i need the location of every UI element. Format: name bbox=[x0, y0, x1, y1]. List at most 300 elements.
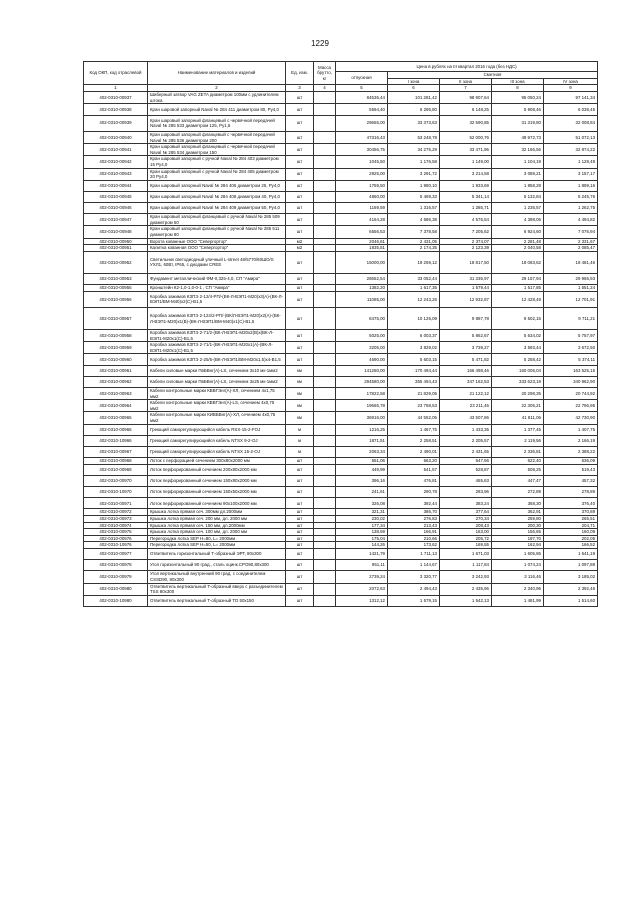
price-zone3: 162,94 bbox=[492, 542, 544, 549]
item-code: 402-0310-00973 bbox=[84, 516, 148, 523]
price-zone1: 1 711,13 bbox=[388, 548, 440, 559]
price-zone1: 1 144,67 bbox=[388, 560, 440, 571]
table-row bbox=[84, 435, 598, 446]
price-zone4: 1 641,19 bbox=[544, 548, 598, 559]
table-row bbox=[84, 571, 598, 583]
column-number: 3 bbox=[286, 85, 314, 92]
table-row bbox=[84, 376, 598, 387]
price-zone1: 1 467,75 bbox=[388, 424, 440, 435]
item-mass bbox=[314, 226, 336, 238]
price-zone2: 2 431,65 bbox=[440, 446, 492, 457]
item-unit: м bbox=[286, 446, 314, 457]
price-zone4: 3 157,17 bbox=[544, 168, 598, 180]
page-number: 1229 bbox=[311, 39, 329, 48]
item-code: 402-0310-00948 bbox=[84, 226, 148, 238]
price-zone2: 208,43 bbox=[440, 522, 492, 529]
item-code: 402-0310-00941 bbox=[84, 144, 148, 156]
item-name: Кран шаровый запорный фланцевый с червячной передачей Naval № 285 534 диаметром 150 bbox=[148, 144, 286, 156]
table-row bbox=[84, 400, 598, 412]
header-wholesale: отпускная bbox=[336, 72, 388, 85]
header-zone1: I зона bbox=[388, 78, 440, 85]
price-zone1: 2 258,51 bbox=[388, 435, 440, 446]
column-number: 9 bbox=[544, 85, 598, 92]
price-zone4: 32 874,22 bbox=[544, 144, 598, 156]
item-name: Шиберный затвор VAG ZETA диаметром 100мм с удлинителем штока bbox=[148, 92, 286, 104]
item-mass bbox=[314, 400, 336, 412]
price-zone3: 2 281,48 bbox=[492, 238, 544, 245]
item-name: Кран шаровый запорный Naval № 284 408 диаметром 40, Ру4,0 bbox=[148, 191, 286, 202]
item-code: 402-0310-00957 bbox=[84, 308, 148, 330]
item-unit: шт bbox=[286, 251, 314, 273]
price-zone1: 34 275,29 bbox=[388, 144, 440, 156]
item-unit: шт bbox=[286, 144, 314, 156]
price-zone4: 42 730,90 bbox=[544, 412, 598, 424]
item-unit: шт bbox=[286, 214, 314, 226]
table-row bbox=[84, 251, 598, 273]
item-name: Лоток перфорированный сечением 90х100х2000 мм bbox=[148, 498, 286, 509]
price-zone2: 4 576,54 bbox=[440, 214, 492, 226]
item-unit: шт bbox=[286, 475, 314, 486]
table-row bbox=[84, 308, 598, 330]
table-row bbox=[84, 156, 598, 168]
column-number: 2 bbox=[148, 85, 286, 92]
item-name: Греющий саморегулирующийся кабель NTSX 9-2-OJ bbox=[148, 435, 286, 446]
price-zone4: 265,51 bbox=[544, 516, 598, 523]
price-wholesale: 1312,12 bbox=[336, 595, 388, 606]
table-body bbox=[84, 92, 598, 607]
table-row bbox=[84, 92, 598, 104]
item-name: Ворота кованные ООО "Севергортор" bbox=[148, 238, 286, 245]
item-code: 402-0310-00943 bbox=[84, 168, 148, 180]
price-zone4: 163 525,15 bbox=[544, 365, 598, 376]
price-zone2: 32 590,85 bbox=[440, 115, 492, 131]
price-zone2: 163,00 bbox=[440, 529, 492, 536]
price-wholesale: 1759,50 bbox=[336, 180, 388, 191]
item-name: Кран шаровой запорный Naval № 284 411 диаметром 80, Ру4,0 bbox=[148, 104, 286, 115]
item-code: 402-0310-00970 bbox=[84, 475, 148, 486]
item-mass bbox=[314, 273, 336, 284]
price-wholesale: 2739,24 bbox=[336, 571, 388, 583]
item-mass bbox=[314, 583, 336, 595]
item-name: Кран шаровый запорный Naval № 284 406 диаметром 25, Ру4,0 bbox=[148, 180, 286, 191]
price-wholesale: 241,61 bbox=[336, 487, 388, 498]
item-mass bbox=[314, 516, 336, 523]
price-zone3: 362,91 bbox=[492, 509, 544, 516]
item-unit: км bbox=[286, 400, 314, 412]
price-zone2: 465,63 bbox=[440, 475, 492, 486]
item-code: 402-0310-00969 bbox=[84, 464, 148, 475]
price-zone2: 3 739,27 bbox=[440, 342, 492, 354]
item-mass bbox=[314, 144, 336, 156]
price-zone1: 290,78 bbox=[388, 487, 440, 498]
price-zone4: 20 744,92 bbox=[544, 387, 598, 399]
price-wholesale: 326,08 bbox=[336, 498, 388, 509]
price-zone1: 166,91 bbox=[388, 529, 440, 536]
price-wholesale: 2925,00 bbox=[336, 168, 388, 180]
item-code: 402-0310-00976 bbox=[84, 535, 148, 542]
table-row bbox=[84, 487, 598, 498]
price-zone1: 10 125,09 bbox=[388, 308, 440, 330]
price-zone3: 22 305,21 bbox=[492, 400, 544, 412]
item-code: 402-0310-00964 bbox=[84, 400, 148, 412]
price-wholesale: 1169,59 bbox=[336, 203, 388, 214]
price-zone2: 1 149,00 bbox=[440, 156, 492, 168]
item-unit: шт bbox=[286, 548, 314, 559]
price-zone4: 2 085,47 bbox=[544, 245, 598, 252]
price-zone3: 156,65 bbox=[492, 529, 544, 536]
item-unit: м bbox=[286, 435, 314, 446]
item-unit: км bbox=[286, 412, 314, 424]
table-row bbox=[84, 115, 598, 131]
item-mass bbox=[314, 104, 336, 115]
price-zone1: 6 295,80 bbox=[388, 104, 440, 115]
price-zone4: 1 407,75 bbox=[544, 424, 598, 435]
item-name: Лоток с перфорацией сечением 300х80х2000 мм bbox=[148, 458, 286, 465]
table-row bbox=[84, 330, 598, 342]
item-name: Крышка лотка прямая сеч. 200 мм, дл. 2000 мм bbox=[148, 516, 286, 523]
item-name: Кабели силовые марки ПвБВнг(А)-LS, сечением 3х10 мк-1мм2 bbox=[148, 365, 286, 376]
item-code: 402-0310-00938 bbox=[84, 104, 148, 115]
item-unit: шт bbox=[286, 354, 314, 365]
item-mass bbox=[314, 498, 336, 509]
item-unit: км bbox=[286, 376, 314, 387]
item-mass bbox=[314, 435, 336, 446]
item-unit: шт bbox=[286, 104, 314, 115]
table-row bbox=[84, 475, 598, 486]
price-zone1: 2 490,01 bbox=[388, 446, 440, 457]
item-name: Ответвитель горизонтальный Т-образный ЭРТ, 80х300 bbox=[148, 548, 286, 559]
price-zone2: 98 907,64 bbox=[440, 92, 492, 104]
price-wholesale: 175,04 bbox=[336, 535, 388, 542]
item-code: 402-0310-00953 bbox=[84, 273, 148, 284]
price-zone1: 386,70 bbox=[388, 509, 440, 516]
price-wholesale: 3205,00 bbox=[336, 342, 388, 354]
item-name: Лоток перфорированный сечением 150х80х2000 мм bbox=[148, 475, 286, 486]
price-wholesale: 1382,20 bbox=[336, 285, 388, 292]
price-zone4: 32 008,84 bbox=[544, 115, 598, 131]
item-unit: шт bbox=[286, 308, 314, 330]
item-unit: шт bbox=[286, 498, 314, 509]
price-wholesale: 138,69 bbox=[336, 529, 388, 536]
item-unit: шт bbox=[286, 342, 314, 354]
price-zone2: 2 123,39 bbox=[440, 245, 492, 252]
price-wholesale: 8475,00 bbox=[336, 308, 388, 330]
price-zone3: 1 517,85 bbox=[492, 285, 544, 292]
price-wholesale: 2072,63 bbox=[336, 583, 388, 595]
item-name: Греющий саморегулирующийся кабель NTSX 15-2-OJ bbox=[148, 446, 286, 457]
price-wholesale: 4860,00 bbox=[336, 191, 388, 202]
price-wholesale: 396,16 bbox=[336, 475, 388, 486]
header-zone2: II зона bbox=[440, 78, 492, 85]
price-zone3: 160 005,04 bbox=[492, 365, 544, 376]
price-zone1: 19 269,12 bbox=[388, 251, 440, 273]
item-mass bbox=[314, 412, 336, 424]
price-wholesale: 19665,78 bbox=[336, 400, 388, 412]
item-unit: шт bbox=[286, 191, 314, 202]
item-mass bbox=[314, 342, 336, 354]
price-zone1: 4 686,38 bbox=[388, 214, 440, 226]
price-zone1: 663,20 bbox=[388, 458, 440, 465]
price-zone1: 476,81 bbox=[388, 475, 440, 486]
price-zone4: 5 374,11 bbox=[544, 354, 598, 365]
item-code: 402-0310-00968 bbox=[84, 458, 148, 465]
price-zone1: 3 291,72 bbox=[388, 168, 440, 180]
column-number: 6 bbox=[388, 85, 440, 92]
item-mass bbox=[314, 238, 336, 245]
item-name: Коробка зажимов КЗПЭ 2-124/2-РП/-(ВК/Л-ВЭП1-М20)х2(А)-(ВК-Л-ВЭП1-М20)х1(В)-(ВК-Л-ВЭП1/ВМ-М40)х1(С)-В1,5 bbox=[148, 308, 286, 330]
price-zone3: 20 298,35 bbox=[492, 387, 544, 399]
item-name: Кран шаровый запорный фланцевый с ручкой Naval № 285 509 диаметром 50 bbox=[148, 214, 286, 226]
price-zone3: 1 235,57 bbox=[492, 203, 544, 214]
price-zone3: 31 319,80 bbox=[492, 115, 544, 131]
table-row bbox=[84, 583, 598, 595]
table-row bbox=[84, 203, 598, 214]
price-wholesale: 1421,79 bbox=[336, 548, 388, 559]
header-zone3: III зона bbox=[492, 78, 544, 85]
price-zone3: 447,47 bbox=[492, 475, 544, 486]
price-zone3: 4 398,06 bbox=[492, 214, 544, 226]
price-zone3: 3 593,44 bbox=[492, 342, 544, 354]
price-zone3: 5 634,02 bbox=[492, 330, 544, 342]
item-name: Коробка зажимов КЗПЭ 2-71/1-(ВК-Л-ВЭП1-М20х1(А)-(ВК-Л-ВЭП1-М20х1(С)-В1,5 bbox=[148, 342, 286, 354]
price-zone4: 2 331,67 bbox=[544, 238, 598, 245]
item-name: Калитка кованная ООО "Севергортор" bbox=[148, 245, 286, 252]
price-wholesale: 1216,25 bbox=[336, 424, 388, 435]
item-unit: шт bbox=[286, 168, 314, 180]
price-zone4: 278,89 bbox=[544, 487, 598, 498]
item-unit: шт bbox=[286, 571, 314, 583]
item-mass bbox=[314, 251, 336, 273]
item-code: 402-0310-00958 bbox=[84, 330, 148, 342]
table-row bbox=[84, 412, 598, 424]
item-unit: м2 bbox=[286, 245, 314, 252]
price-zone4: 5 757,97 bbox=[544, 330, 598, 342]
price-wholesale: 294580,00 bbox=[336, 376, 388, 387]
item-name: Кабели силовые марки ПвБВнг(А)-LS, сечением 3х25 мк-1мм2 bbox=[148, 376, 286, 387]
header-mass: Масса брутто, кг bbox=[314, 62, 336, 85]
price-zone4: 5 245,76 bbox=[544, 191, 598, 202]
item-unit: шт bbox=[286, 115, 314, 131]
price-wholesale: 177,34 bbox=[336, 522, 388, 529]
price-wholesale: 17822,58 bbox=[336, 387, 388, 399]
header-name: Наименование материалов и изделий bbox=[148, 62, 286, 85]
price-zone2: 3 214,58 bbox=[440, 168, 492, 180]
item-name: Коробка зажимов КЗПЭ 2-71/2-(ВК-Л-ВЭП1-М20х2(В)х(ВК-Л-ВЭП1-М20х1(С)-В1,5 bbox=[148, 330, 286, 342]
item-code: 402-0310-10966 bbox=[84, 435, 148, 446]
price-zone3: 272,89 bbox=[492, 487, 544, 498]
price-wholesale: 144,26 bbox=[336, 542, 388, 549]
item-code: 402-0310-00946 bbox=[84, 203, 148, 214]
price-zone4: 1 097,88 bbox=[544, 560, 598, 571]
price-wholesale: 30456,75 bbox=[336, 144, 388, 156]
price-zone3: 6 924,60 bbox=[492, 226, 544, 238]
price-zone2: 3 242,93 bbox=[440, 571, 492, 583]
item-code: 402-0310-00952 bbox=[84, 251, 148, 273]
item-unit: м2 bbox=[286, 238, 314, 245]
price-wholesale: 230,02 bbox=[336, 516, 388, 523]
price-zone2: 5 341,14 bbox=[440, 191, 492, 202]
item-code: 402-0310-00977 bbox=[84, 548, 148, 559]
table-row bbox=[84, 522, 598, 529]
price-zone1: 33 373,63 bbox=[388, 115, 440, 131]
price-zone4: 22 796,95 bbox=[544, 400, 598, 412]
header-unit: Ед. изм. bbox=[286, 62, 314, 85]
item-code: 402-0310-00951 bbox=[84, 245, 148, 252]
price-zone1: 1 176,58 bbox=[388, 156, 440, 168]
price-wholesale: 951,11 bbox=[336, 560, 388, 571]
item-unit: шт bbox=[286, 180, 314, 191]
item-unit: шт bbox=[286, 583, 314, 595]
item-unit: м bbox=[286, 424, 314, 435]
item-unit: км bbox=[286, 387, 314, 399]
price-zone1: 2 431,05 bbox=[388, 238, 440, 245]
item-unit: шт bbox=[286, 595, 314, 606]
price-wholesale: 2063,34 bbox=[336, 446, 388, 457]
item-code: 402-0310-00972 bbox=[84, 509, 148, 516]
item-mass bbox=[314, 308, 336, 330]
price-zone1: 173,62 bbox=[388, 542, 440, 549]
price-zone3: 259,80 bbox=[492, 516, 544, 523]
item-unit: шт bbox=[286, 542, 314, 549]
item-mass bbox=[314, 203, 336, 214]
item-unit: шт bbox=[286, 509, 314, 516]
price-zone1: 170 494,44 bbox=[388, 365, 440, 376]
price-zone3: 41 811,06 bbox=[492, 412, 544, 424]
price-zone4: 370,89 bbox=[544, 509, 598, 516]
price-zone2: 1 117,84 bbox=[440, 560, 492, 571]
item-name: Кабели контрольные марки КВВГЭнг(А)-LS, сечением 4х0,75 мм2 bbox=[148, 400, 286, 412]
item-mass bbox=[314, 387, 336, 399]
item-mass bbox=[314, 595, 336, 606]
price-zone4: 3 185,02 bbox=[544, 571, 598, 583]
price-wholesale: 1871,51 bbox=[336, 435, 388, 446]
price-zone4: 1 551,24 bbox=[544, 285, 598, 292]
item-code: 402-0310-00966 bbox=[84, 424, 148, 435]
price-zone2: 52 000,76 bbox=[440, 131, 492, 143]
table-row bbox=[84, 387, 598, 399]
price-zone1: 3 829,02 bbox=[388, 342, 440, 354]
table-row bbox=[84, 548, 598, 559]
item-unit: шт bbox=[286, 330, 314, 342]
price-zone3: 200,30 bbox=[492, 522, 544, 529]
price-zone4: 2 392,46 bbox=[544, 583, 598, 595]
price-zone2: 647,66 bbox=[440, 458, 492, 465]
price-wholesale: 5594,40 bbox=[336, 104, 388, 115]
item-unit: шт bbox=[286, 487, 314, 498]
table-row bbox=[84, 342, 598, 354]
price-wholesale: 1045,50 bbox=[336, 156, 388, 168]
item-unit: шт bbox=[286, 464, 314, 475]
price-zone1: 1 617,35 bbox=[388, 285, 440, 292]
price-zone1: 2 494,43 bbox=[388, 583, 440, 595]
price-zone4: 51 072,13 bbox=[544, 131, 598, 143]
table-row bbox=[84, 509, 598, 516]
price-zone2: 1 285,71 bbox=[440, 203, 492, 214]
price-zone3: 622,40 bbox=[492, 458, 544, 465]
price-zone3: 368,30 bbox=[492, 498, 544, 509]
item-mass bbox=[314, 214, 336, 226]
price-zone3: 32 166,56 bbox=[492, 144, 544, 156]
header-code: Код ОКП, код отраслевой bbox=[84, 62, 148, 85]
price-zone3: 508,25 bbox=[492, 464, 544, 475]
item-unit: шт bbox=[286, 273, 314, 284]
price-zone3: 2 040,58 bbox=[492, 245, 544, 252]
table-row bbox=[84, 529, 598, 536]
table-row bbox=[84, 104, 598, 115]
item-name: Светильник светодиодный уличный L-street 48/5770/60ШО/S УХЛ1, 60Вт, IP65, с диодами CREE bbox=[148, 251, 286, 273]
price-zone3: 5 132,84 bbox=[492, 191, 544, 202]
price-zone4: 1 514,60 bbox=[544, 595, 598, 606]
item-code: 402-0310-00956 bbox=[84, 291, 148, 307]
price-zone4: 160,09 bbox=[544, 529, 598, 536]
item-code: 402-0310-00944 bbox=[84, 180, 148, 191]
item-mass bbox=[314, 458, 336, 465]
item-code: 402-0310-00963 bbox=[84, 387, 148, 399]
item-name: Коробка зажимов КЗПЭ 2-12/4-РП/-(ВК-Л-ВЭП1-М20)х3(А)-(ВК-Л-ВЭП1/ВМ-М40)х2(С)-В1,5 bbox=[148, 291, 286, 307]
item-mass bbox=[314, 475, 336, 486]
item-mass bbox=[314, 285, 336, 292]
price-zone2: 528,87 bbox=[440, 464, 492, 475]
item-mass bbox=[314, 365, 336, 376]
price-zone4: 202,05 bbox=[544, 535, 598, 542]
price-zone2: 169,55 bbox=[440, 542, 492, 549]
item-name: Кронштейн К2-1,0-1,0-0-1 , СП "Амира" bbox=[148, 285, 286, 292]
table-row bbox=[84, 226, 598, 238]
price-zone1: 5 469,33 bbox=[388, 191, 440, 202]
price-zone2: 1 542,13 bbox=[440, 595, 492, 606]
table-row bbox=[84, 191, 598, 202]
table-row bbox=[84, 424, 598, 435]
price-zone3: 197,70 bbox=[492, 535, 544, 542]
item-mass bbox=[314, 191, 336, 202]
item-mass bbox=[314, 156, 336, 168]
price-wholesale: 321,31 bbox=[336, 509, 388, 516]
item-unit: шт bbox=[286, 458, 314, 465]
item-code: 402-0310-00945 bbox=[84, 191, 148, 202]
price-zone2: 2 205,57 bbox=[440, 435, 492, 446]
price-zone2: 43 507,86 bbox=[440, 412, 492, 424]
price-zone1: 541,57 bbox=[388, 464, 440, 475]
header-zone4: IV зона bbox=[544, 78, 598, 85]
price-zone2: 7 205,62 bbox=[440, 226, 492, 238]
price-zone3: 1 858,28 bbox=[492, 180, 544, 191]
item-name: Лоток перфорированный сечением 200х80х2000 мм bbox=[148, 464, 286, 475]
item-unit: шт bbox=[286, 203, 314, 214]
price-zone3: 3 089,21 bbox=[492, 168, 544, 180]
item-name: Кран шаровый запорный фланцевый с ручкой Naval № 285 511 диаметром 80 bbox=[148, 226, 286, 238]
price-zone2: 9 887,78 bbox=[440, 308, 492, 330]
item-mass bbox=[314, 446, 336, 457]
item-code: 402-0310-00971 bbox=[84, 498, 148, 509]
table-row bbox=[84, 180, 598, 191]
price-wholesale: 449,99 bbox=[336, 464, 388, 475]
item-unit: шт bbox=[286, 92, 314, 104]
item-name: Коробка зажимов КЗПЭ 2-25/5-(ВК-Л-ВЭП1/ВМ-М20х1,5)х4-В1,5 bbox=[148, 354, 286, 365]
item-code: 402-0310-00975 bbox=[84, 529, 148, 536]
item-code: 402-0310-00961 bbox=[84, 365, 148, 376]
item-mass bbox=[314, 529, 336, 536]
item-code: 402-0310-00947 bbox=[84, 214, 148, 226]
price-zone4: 204,71 bbox=[544, 522, 598, 529]
price-wholesale: 5025,00 bbox=[336, 330, 388, 342]
price-zone1: 210,66 bbox=[388, 535, 440, 542]
item-mass bbox=[314, 180, 336, 191]
table-row bbox=[84, 168, 598, 180]
table-row bbox=[84, 535, 598, 542]
item-code: 402-0310-00939 bbox=[84, 115, 148, 131]
item-name: Кран шаровый запорный с ручкой Naval № 284 405 диаметром 20 Ру4,0 bbox=[148, 168, 286, 180]
column-number: 4 bbox=[314, 85, 336, 92]
